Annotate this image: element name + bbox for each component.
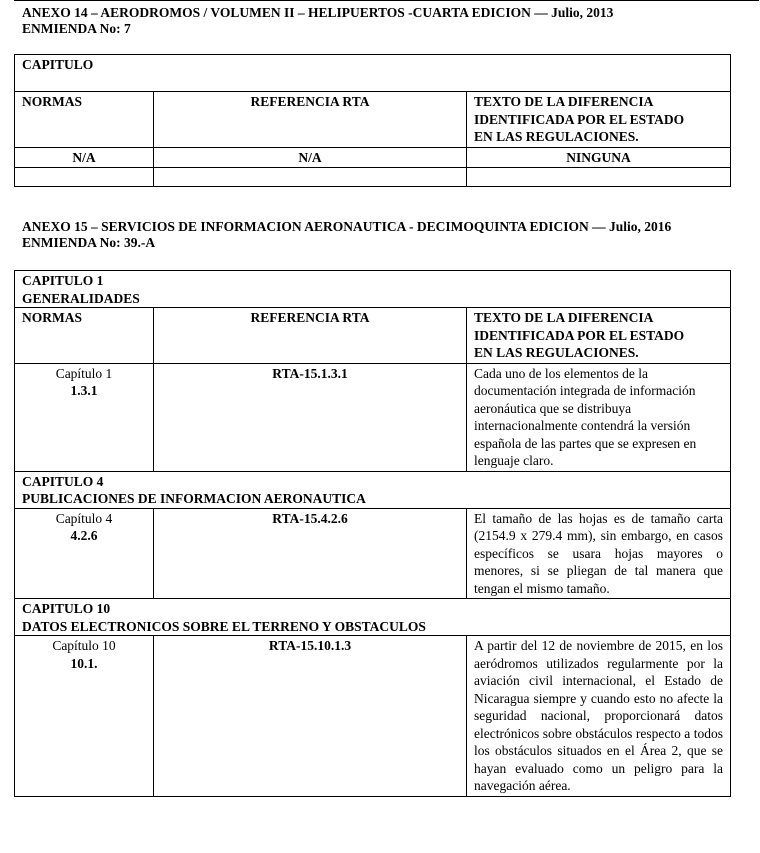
annex15-col-texto: [467, 308, 731, 364]
annex15-amendment: ENMIENDA No: 39.-A: [22, 235, 156, 250]
chapter-title: GENERALIDADES: [22, 290, 140, 306]
annex15-col-texto-line: EN LAS REGULACIONES.: [474, 345, 639, 360]
annex14-header-row: [15, 92, 731, 148]
annex14-row-normas: N/A: [15, 147, 154, 168]
chapter-row: [15, 271, 731, 308]
annex14-chapter-cell: [15, 55, 731, 92]
chapter-title: PUBLICACIONES DE INFORMACION AERONAUTICA: [22, 491, 366, 506]
annex14-title: ANEXO 14 – AERODROMOS / VOLUMEN II – HELIPUERTOS -CUARTA EDICION — Julio, 2013: [22, 5, 614, 20]
ref-cell: RTA-15.10.1.3: [154, 636, 467, 797]
norma-chapter: Capítulo 1: [55, 365, 113, 381]
annex14-col-texto-line: TEXTO DE LA DIFERENCIA: [474, 94, 654, 109]
annex14-chapter: CAPITULO: [22, 57, 94, 72]
annex14-col-texto: [467, 92, 731, 148]
annex15-table: [14, 270, 731, 797]
annex14-col-texto-line: EN LAS REGULACIONES.: [474, 129, 639, 144]
table-row: [15, 508, 731, 599]
norma-number: 4.2.6: [70, 528, 98, 543]
chapter-label: CAPITULO 4: [22, 473, 104, 489]
top-rule: [14, 0, 759, 1]
chapter-cell: [15, 599, 731, 636]
norma-cell: [15, 363, 154, 471]
chapter-row: [15, 599, 731, 636]
annex15-col-ref: REFERENCIA RTA: [154, 308, 467, 364]
table-row-empty: [15, 168, 731, 187]
empty-cell: [15, 168, 154, 187]
annex15-col-normas: NORMAS: [15, 308, 154, 364]
annex14-amendment: ENMIENDA No: 7: [22, 21, 131, 36]
annex14-col-texto-line: IDENTIFICADA POR EL ESTADO: [474, 111, 685, 127]
annex15-title: ANEXO 15 – SERVICIOS DE INFORMACION AERONAUTICA - DECIMOQUINTA EDICION — Julio, 2016: [22, 219, 672, 234]
annex14-heading: [22, 5, 613, 37]
annex14-row-ref: N/A: [154, 147, 467, 168]
annex15-heading: [22, 219, 671, 251]
table-row: [15, 636, 731, 797]
annex15-col-texto-line: IDENTIFICADA POR EL ESTADO: [474, 327, 685, 343]
chapter-label: CAPITULO 1: [22, 273, 104, 288]
norma-chapter: Capítulo 4: [55, 510, 113, 526]
table-row: [15, 147, 731, 168]
norma-number: 1.3.1: [70, 383, 98, 398]
texto-cell: Cada uno de los elementos de la documentación integrada de información aeronáutica que se distribuya internacionalmente contendrá la versión española de las partes que se expresen en lenguaje claro.: [467, 363, 731, 471]
norma-chapter: Capítulo 10: [52, 638, 116, 653]
norma-cell: [15, 636, 154, 797]
texto-cell: A partir del 12 de noviembre de 2015, en los aeródromos utilizados regularmente por la aviación civil internacional, el Estado de Nicaragua siempre y cuando esto no afecte la seguridad nacional, proporcionará datos electrónicos sobre obstáculos respecto a todos los obstáculos situados en el Área 2, que se hayan evaluado como un peligro para la navegación aérea.: [467, 636, 731, 797]
annex14-row-texto: NINGUNA: [467, 147, 731, 168]
norma-cell: [15, 508, 154, 599]
chapter-cell: [15, 471, 731, 508]
table-row: [15, 363, 731, 471]
texto-cell: El tamaño de las hojas es de tamaño carta (2154.9 x 279.4 mm), sin embargo, en casos específicos se usara hojas mayores o menores, si se pliegan de tal manera que tengan el mismo tamaño.: [467, 508, 731, 599]
chapter-label: CAPITULO 10: [22, 601, 111, 616]
chapter-row: [15, 471, 731, 508]
chapter-title: DATOS ELECTRONICOS SOBRE EL TERRENO Y OBSTACULOS: [22, 618, 426, 634]
empty-cell: [467, 168, 731, 187]
ref-cell: RTA-15.4.2.6: [154, 508, 467, 599]
norma-number: 10.1.: [70, 655, 98, 671]
annex14-table: [14, 54, 731, 187]
annex15-col-texto-line: TEXTO DE LA DIFERENCIA: [474, 310, 654, 325]
annex14-col-ref: REFERENCIA RTA: [154, 92, 467, 148]
empty-cell: [154, 168, 467, 187]
ref-cell: RTA-15.1.3.1: [154, 363, 467, 471]
annex14-col-normas: NORMAS: [15, 92, 154, 148]
annex15-header-row: [15, 308, 731, 364]
chapter-cell: [15, 271, 731, 308]
